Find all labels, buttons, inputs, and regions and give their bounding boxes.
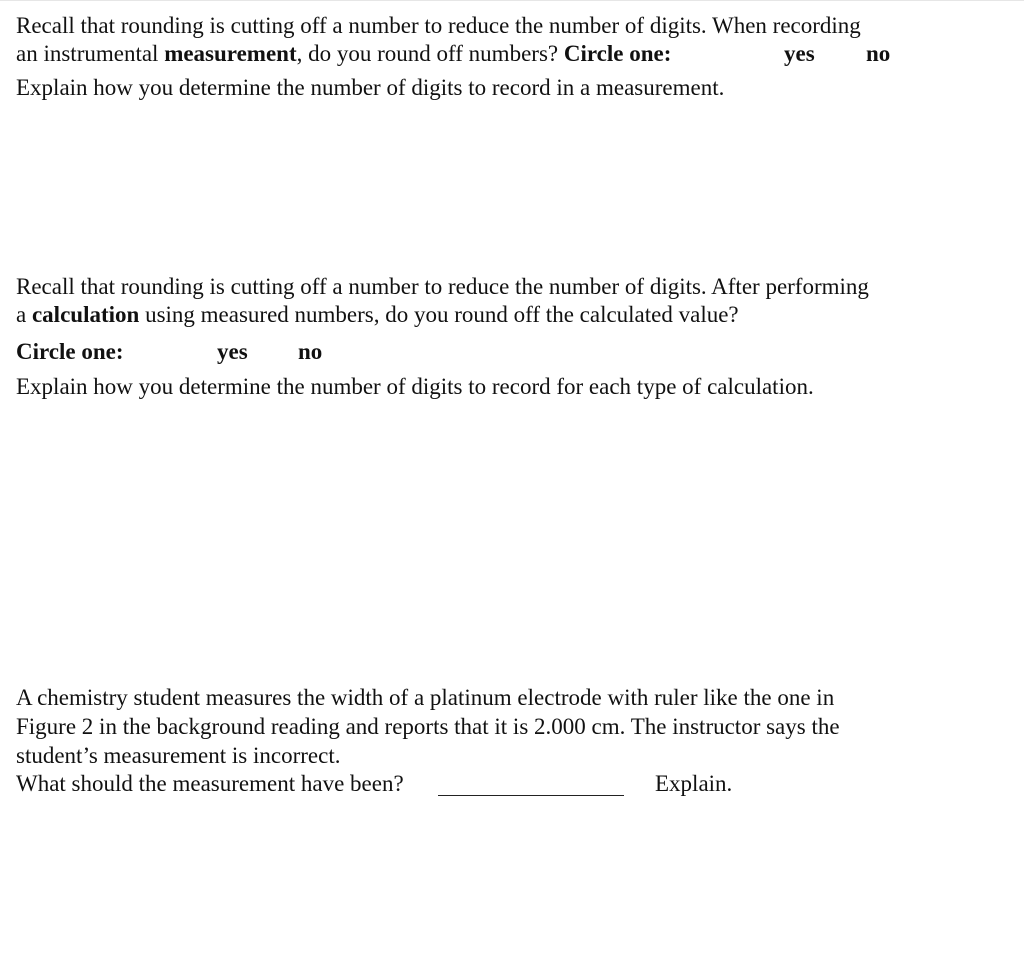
q2-line-1: Recall that rounding is cutting off a number to reduce the number of digits. After performing xyxy=(16,274,869,299)
q1-explain-prompt: Explain how you determine the number of digits to record in a measurement. xyxy=(16,75,725,100)
q1-line-2 xyxy=(16,40,671,68)
q1-choice-yes[interactable]: yes xyxy=(784,41,815,66)
q3-line-1: A chemistry student measures the width of a platinum electrode with ruler like the one in xyxy=(16,685,835,710)
q1-choice-no[interactable]: no xyxy=(866,41,891,66)
q1-line-2-pre: an instrumental xyxy=(16,41,165,66)
page-top-edge xyxy=(0,0,1024,1)
q1-line-1: Recall that rounding is cutting off a number to reduce the number of digits. When recording xyxy=(16,13,861,38)
q3-question: What should the measurement have been? xyxy=(16,771,404,796)
q2-explain-prompt: Explain how you determine the number of digits to record for each type of calculation. xyxy=(16,374,814,399)
q2-circle-one-label: Circle one: xyxy=(16,339,124,364)
q3-line-2: Figure 2 in the background reading and reports that it is 2.000 cm. The instructor says the xyxy=(16,714,840,739)
q1-measurement-term: measurement xyxy=(164,41,297,66)
q2-calculation-term: calculation xyxy=(31,302,140,327)
q1-circle-one-label: Circle one: xyxy=(563,41,672,66)
q2-line-2 xyxy=(16,301,739,329)
q3-answer-blank[interactable] xyxy=(438,795,624,796)
q2-line-2-pre: a xyxy=(16,302,32,327)
q3-line-3: student’s measurement is incorrect. xyxy=(16,743,341,768)
q3-explain-label: Explain. xyxy=(655,771,733,796)
q2-line-2-post: using measured numbers, do you round off the calculated value? xyxy=(139,302,739,327)
q2-choice-no[interactable]: no xyxy=(298,339,323,364)
q1-line-2-post: , do you round off numbers? xyxy=(296,41,564,66)
q2-choice-yes[interactable]: yes xyxy=(217,339,248,364)
